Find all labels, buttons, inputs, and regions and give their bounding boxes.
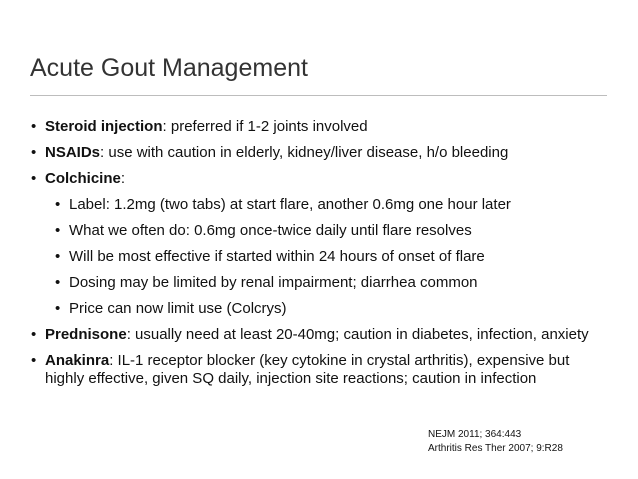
bullet-text: : usually need at least 20-40mg; caution in diabetes, infection, anxiety — [126, 326, 589, 343]
reference-arthritis-res-ther: Arthritis Res Ther 2007; 9:R28 — [428, 443, 563, 454]
reference-nejm: NEJM 2011; 364:443 — [428, 429, 522, 440]
bullet-list — [30, 118, 610, 396]
bullet-text: : use with caution in elderly, kidney/liver disease, h/o bleeding — [100, 144, 509, 161]
colchicine-subbullet-dosing: • Dosing may be limited by renal impairment; diarrhea common — [30, 274, 610, 292]
bullet-nsaids — [30, 144, 610, 162]
bullet-steroid-injection — [30, 118, 610, 136]
slide-title: Acute Gout Management — [30, 54, 308, 82]
colchicine-subbullet-timing: • Will be most effective if started within 24 hours of onset of flare — [30, 248, 610, 266]
bullet-text: : — [120, 170, 126, 187]
colchicine-subbullet-common-practice: • What we often do: 0.6mg once-twice daily until flare resolves — [30, 222, 610, 240]
bullet-colchicine — [30, 170, 610, 188]
references — [428, 428, 563, 456]
bullet-term: Anakinra — [45, 352, 110, 369]
bullet-text: : preferred if 1-2 joints involved — [162, 118, 368, 135]
bullet-term: Prednisone — [45, 326, 127, 343]
bullet-term: Steroid injection — [45, 118, 163, 135]
colchicine-subbullet-price: • Price can now limit use (Colcrys) — [30, 300, 610, 318]
bullet-text: : IL-1 receptor blocker (key cytokine in crystal arthritis), expensive but highly effective, given SQ daily, injection site reactions; caution in infection — [45, 352, 570, 387]
bullet-term: NSAIDs — [45, 144, 101, 161]
colchicine-subbullet-label: • Label: 1.2mg (two tabs) at start flare, another 0.6mg one hour later — [30, 196, 610, 214]
bullet-term: Colchicine — [45, 170, 121, 187]
title-divider — [30, 95, 607, 96]
bullet-anakinra — [30, 352, 610, 388]
bullet-prednisone — [30, 326, 610, 344]
